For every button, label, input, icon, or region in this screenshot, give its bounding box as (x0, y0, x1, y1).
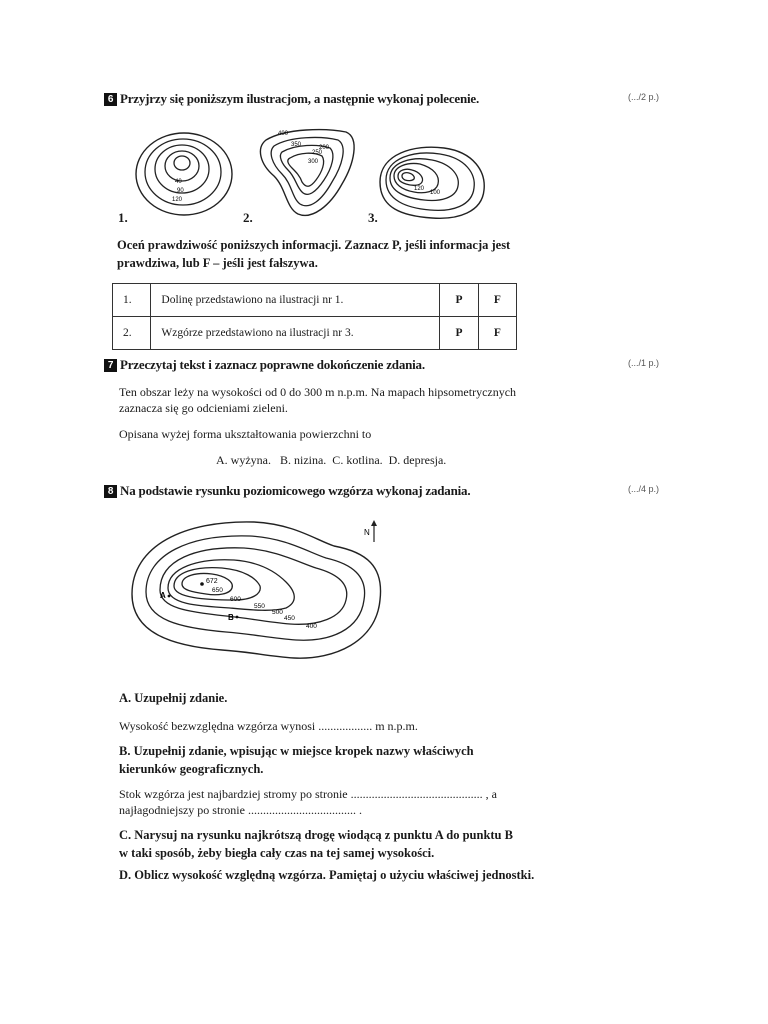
contour-figure-1 (132, 126, 236, 218)
task8-title: Na podstawie rysunku poziomicowego wzgórza wykonaj zadania. (120, 483, 471, 498)
false-option[interactable]: F (478, 284, 516, 317)
task7-number: 7 (104, 359, 117, 372)
row-number: 1. (113, 284, 151, 317)
point-a-marker[interactable] (168, 595, 171, 598)
part-a-title: A. Uzupełnij zdanie. (119, 691, 228, 705)
contour-label-400: 400 (306, 623, 317, 630)
part-c-title: C. Narysuj na rysunku najkrótszą drogę wiodącą z punktu A do punktu B w taki sposób, żeby biegła cały czas na tej samej wysokości. (119, 828, 513, 860)
task6-instruction: Oceń prawdziwość poniższych informacji. Zaznacz P, jeśli informacja jest prawdziwa, lub F – jeśli jest fałszywa. (117, 238, 511, 270)
fig2-label-c: 300 (308, 159, 319, 165)
figure-3-label: 3. (368, 210, 378, 225)
true-false-table (112, 283, 517, 350)
fig2-label-a: 400 (278, 131, 289, 137)
figure-1-label: 1. (118, 210, 128, 225)
contour-450 (146, 536, 365, 640)
table-row (113, 317, 517, 350)
task8-number: 8 (104, 485, 117, 498)
row-statement: Wzgórze przedstawiono na ilustracji nr 3. (151, 317, 440, 350)
summit-label: 672 (206, 578, 218, 585)
contour-label-450: 450 (284, 615, 295, 622)
contour-figure-2 (256, 126, 360, 222)
contour-500 (160, 548, 347, 624)
task7-question: Opisana wyżej forma ukształtowania powierzchni to (119, 427, 372, 441)
task6-title: Przyjrzy się poniższym ilustracjom, a następnie wykonaj polecenie. (120, 91, 480, 106)
contour-400 (132, 522, 381, 658)
north-arrow-graphic (364, 518, 380, 544)
true-option[interactable]: P (440, 284, 478, 317)
north-arrow-icon (364, 518, 380, 544)
point-b-marker[interactable] (236, 616, 239, 619)
fig1-label-a: 40 (175, 179, 182, 185)
part-d-title: D. Oblicz wysokość względną wzgórza. Pamiętaj o użyciu właściwej jednostki. (119, 868, 535, 882)
task7-title: Przeczytaj tekst i zaznacz poprawne dokończenie zdania. (120, 357, 425, 372)
part-a-text[interactable]: Wysokość bezwzględna wzgórza wynosi .................. m n.p.m. (119, 719, 418, 733)
fig1-label-b: 90 (177, 188, 184, 194)
task6-points: (.../2 p.) (628, 92, 660, 102)
row-number: 2. (113, 317, 151, 350)
point-b-label: B (228, 613, 234, 622)
row-statement: Dolinę przedstawiono na ilustracji nr 1. (151, 284, 440, 317)
contour-label-650: 650 (212, 587, 223, 594)
task8-points: (.../4 p.) (628, 484, 660, 494)
fig3-label-b: 120 (414, 186, 425, 192)
summit-point (200, 582, 204, 586)
task6-header (104, 91, 479, 107)
task6-number: 6 (104, 93, 117, 106)
fig1-label-c: 120 (172, 197, 183, 203)
task7-header (104, 357, 425, 373)
fig2-label-e: 200 (319, 145, 330, 151)
task7-options[interactable]: A. wyżyna. B. nizina. C. kotlina. D. depresja. (216, 453, 447, 467)
contour-label-500: 500 (272, 609, 283, 616)
hill-contour-map[interactable] (126, 512, 396, 672)
fig2-label-b: 350 (291, 142, 302, 148)
contour-figure-3 (374, 142, 490, 222)
figure-2-label: 2. (243, 210, 253, 225)
task7-text: Ten obszar leży na wysokości od 0 do 300 m n.p.m. Na mapach hipsometrycznych zaznacza się go odcieniami zieleni. (119, 385, 517, 415)
fig2-label-d: 250 (312, 150, 323, 156)
contour-label-550: 550 (254, 603, 265, 610)
task7-points: (.../1 p.) (628, 358, 660, 368)
part-b-title: B. Uzupełnij zdanie, wpisując w miejsce kropek nazwy właściwych kierunków geograficznych. (119, 744, 474, 776)
false-option[interactable]: F (478, 317, 516, 350)
table-row (113, 284, 517, 317)
north-label: N (364, 528, 370, 537)
part-b-text[interactable]: Stok wzgórza jest najbardziej stromy po stronie ............................................ , a najłagodniejszy po stronie .................................... . (119, 787, 497, 817)
contour-label-600: 600 (230, 596, 241, 603)
fig3-label-a: 100 (430, 190, 441, 196)
task8-header (104, 483, 470, 499)
true-option[interactable]: P (440, 317, 478, 350)
point-a-label: A (160, 591, 166, 600)
